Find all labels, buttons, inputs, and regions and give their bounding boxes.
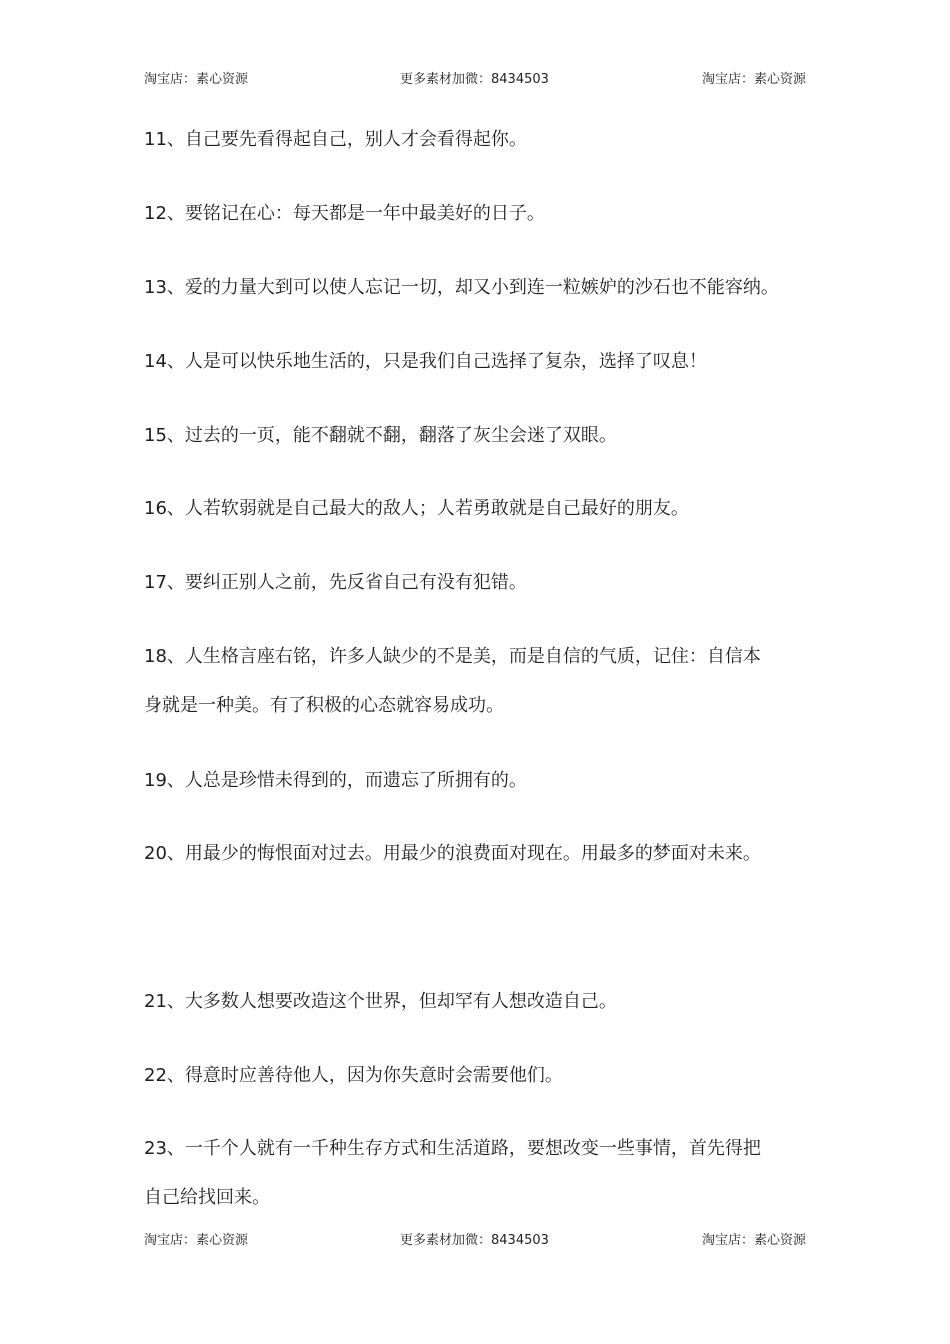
quote-entry-13 [144, 263, 808, 312]
quote-entry-20 [144, 829, 808, 878]
quote-entry-22 [144, 1051, 808, 1100]
quote-entry-14 [144, 337, 808, 386]
quote-entry-17 [144, 558, 808, 607]
quote-entry-18 [144, 632, 808, 730]
quote-entry-23 [144, 1124, 808, 1222]
header-contact [400, 68, 549, 87]
quote-entry-16 [144, 484, 808, 533]
quote-line: 17、要纠正别人之前，先反省自己有没有犯错。 [144, 572, 527, 593]
header-shop-name-left: 淘宝店：素心资源 [144, 72, 249, 87]
quote-line: 15、过去的一页，能不翻就不翻，翻落了灰尘会迷了双眼。 [144, 425, 617, 446]
quote-entry-12 [144, 189, 808, 238]
footer-contact [400, 1229, 549, 1248]
quote-entry-19 [144, 756, 808, 805]
quote-line: 14、人是可以快乐地生活的，只是我们自己选择了复杂，选择了叹息！ [144, 351, 707, 372]
quote-line: 18、人生格言座右铭，许多人缺少的不是美，而是自信的气质，记住：自信本 [144, 646, 761, 667]
page-header [144, 68, 806, 88]
footer-shop-name-right: 淘宝店：素心资源 [701, 1233, 806, 1248]
quote-line: 23、一千个人就有一千种生存方式和生活道路，要想改变一些事情，首先得把 [144, 1138, 761, 1159]
quote-line: 自己给找回来。 [144, 1187, 270, 1208]
footer-contact-number: 8434503 [491, 1233, 549, 1248]
header-contact-label: 更多素材加微： [400, 72, 492, 87]
footer-contact-label: 更多素材加微： [400, 1233, 492, 1248]
quote-line: 19、人总是珍惜未得到的，而遗忘了所拥有的。 [144, 770, 527, 791]
quote-line: 身就是一种美。有了积极的心态就容易成功。 [144, 695, 504, 716]
quote-line: 12、要铭记在心：每天都是一年中最美好的日子。 [144, 203, 545, 224]
quote-line: 16、人若软弱就是自己最大的敌人；人若勇敢就是自己最好的朋友。 [144, 498, 689, 519]
quote-line: 22、得意时应善待他人，因为你失意时会需要他们。 [144, 1065, 563, 1086]
header-contact-number: 8434503 [491, 72, 549, 87]
quote-entry-11 [144, 115, 808, 164]
footer-shop-name-left: 淘宝店：素心资源 [144, 1233, 249, 1248]
quote-line: 11、自己要先看得起自己，别人才会看得起你。 [144, 129, 527, 150]
quote-entry-15 [144, 411, 808, 460]
page-footer [144, 1229, 806, 1249]
header-shop-name-right: 淘宝店：素心资源 [701, 72, 806, 87]
quote-line: 21、大多数人想要改造这个世界，但却罕有人想改造自己。 [144, 991, 617, 1012]
quote-entry-21 [144, 977, 808, 1026]
quote-line: 13、爱的力量大到可以使人忘记一切，却又小到连一粒嫉妒的沙石也不能容纳。 [144, 277, 779, 298]
quote-line: 20、用最少的悔恨面对过去。用最少的浪费面对现在。用最多的梦面对未来。 [144, 843, 761, 864]
